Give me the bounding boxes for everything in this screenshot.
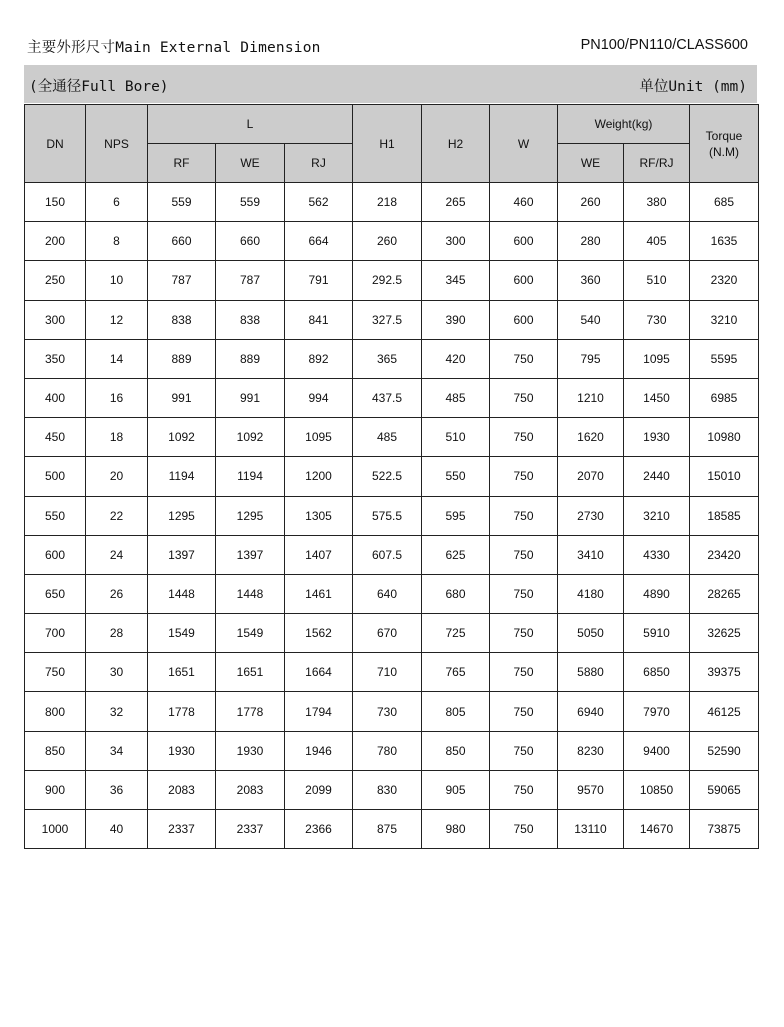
cell-weight-we: 2730	[558, 496, 624, 535]
cell-torque: 52590	[690, 731, 759, 770]
table-row	[25, 183, 759, 222]
cell-torque: 59065	[690, 770, 759, 809]
cell-torque: 10980	[690, 418, 759, 457]
cell-l-we: 1295	[216, 496, 285, 535]
cell-h2: 390	[422, 300, 490, 339]
cell-l-rj: 1562	[285, 614, 353, 653]
cell-l-we: 1448	[216, 574, 285, 613]
cell-h2: 725	[422, 614, 490, 653]
cell-h1: 730	[353, 692, 422, 731]
cell-h2: 625	[422, 535, 490, 574]
cell-h2: 680	[422, 574, 490, 613]
cell-h1: 575.5	[353, 496, 422, 535]
cell-dn: 150	[25, 183, 86, 222]
cell-dn: 1000	[25, 810, 86, 849]
cell-w: 750	[490, 770, 558, 809]
cell-l-rf: 1448	[148, 574, 216, 613]
cell-l-rj: 664	[285, 222, 353, 261]
pressure-class-label: PN100/PN110/CLASS600	[580, 37, 748, 53]
cell-torque: 6985	[690, 378, 759, 417]
cell-l-rj: 1305	[285, 496, 353, 535]
cell-torque: 46125	[690, 692, 759, 731]
cell-l-rf: 1397	[148, 535, 216, 574]
cell-l-rj: 1461	[285, 574, 353, 613]
cell-l-we: 1194	[216, 457, 285, 496]
cell-torque: 3210	[690, 300, 759, 339]
cell-nps: 26	[86, 574, 148, 613]
cell-h1: 437.5	[353, 378, 422, 417]
cell-h2: 265	[422, 183, 490, 222]
cell-dn: 500	[25, 457, 86, 496]
cell-w: 600	[490, 222, 558, 261]
cell-weight-rf-rj: 14670	[624, 810, 690, 849]
cell-weight-rf-rj: 1095	[624, 339, 690, 378]
table-row	[25, 574, 759, 613]
cell-torque: 28265	[690, 574, 759, 613]
cell-h2: 595	[422, 496, 490, 535]
cell-torque: 23420	[690, 535, 759, 574]
cell-l-rf: 1778	[148, 692, 216, 731]
cell-l-rf: 838	[148, 300, 216, 339]
cell-h2: 510	[422, 418, 490, 457]
header-h2: H2	[422, 105, 490, 183]
cell-dn: 850	[25, 731, 86, 770]
header-w: W	[490, 105, 558, 183]
cell-l-rj: 562	[285, 183, 353, 222]
cell-l-we: 991	[216, 378, 285, 417]
cell-dn: 700	[25, 614, 86, 653]
cell-l-rj: 841	[285, 300, 353, 339]
unit-label: 单位Unit (mm)	[639, 79, 747, 95]
cell-weight-we: 6940	[558, 692, 624, 731]
table-row	[25, 810, 759, 849]
cell-w: 750	[490, 535, 558, 574]
header-dn: DN	[25, 105, 86, 183]
cell-l-rf: 889	[148, 339, 216, 378]
table-row	[25, 418, 759, 457]
cell-l-rf: 1651	[148, 653, 216, 692]
cell-l-we: 1549	[216, 614, 285, 653]
cell-h1: 875	[353, 810, 422, 849]
cell-h1: 292.5	[353, 261, 422, 300]
cell-h1: 670	[353, 614, 422, 653]
cell-torque: 32625	[690, 614, 759, 653]
cell-nps: 16	[86, 378, 148, 417]
cell-weight-rf-rj: 510	[624, 261, 690, 300]
table-row	[25, 222, 759, 261]
cell-h2: 550	[422, 457, 490, 496]
table-body	[25, 183, 759, 849]
cell-l-rj: 1794	[285, 692, 353, 731]
cell-l-we: 1930	[216, 731, 285, 770]
cell-l-rj: 1664	[285, 653, 353, 692]
cell-weight-rf-rj: 405	[624, 222, 690, 261]
cell-h2: 485	[422, 378, 490, 417]
cell-torque: 73875	[690, 810, 759, 849]
cell-nps: 8	[86, 222, 148, 261]
cell-h2: 765	[422, 653, 490, 692]
cell-l-we: 1778	[216, 692, 285, 731]
cell-l-rf: 1295	[148, 496, 216, 535]
cell-h1: 485	[353, 418, 422, 457]
cell-w: 600	[490, 261, 558, 300]
cell-h1: 365	[353, 339, 422, 378]
cell-dn: 600	[25, 535, 86, 574]
cell-l-we: 2083	[216, 770, 285, 809]
header-weight-we: WE	[558, 144, 624, 183]
cell-dn: 400	[25, 378, 86, 417]
table-row	[25, 300, 759, 339]
cell-weight-rf-rj: 380	[624, 183, 690, 222]
cell-weight-we: 8230	[558, 731, 624, 770]
cell-w: 750	[490, 418, 558, 457]
cell-w: 460	[490, 183, 558, 222]
dimension-table	[24, 104, 759, 849]
cell-nps: 32	[86, 692, 148, 731]
cell-dn: 250	[25, 261, 86, 300]
cell-weight-rf-rj: 3210	[624, 496, 690, 535]
cell-nps: 18	[86, 418, 148, 457]
cell-torque: 39375	[690, 653, 759, 692]
cell-nps: 40	[86, 810, 148, 849]
cell-h1: 780	[353, 731, 422, 770]
cell-dn: 900	[25, 770, 86, 809]
cell-weight-we: 13110	[558, 810, 624, 849]
cell-weight-rf-rj: 1450	[624, 378, 690, 417]
cell-dn: 800	[25, 692, 86, 731]
cell-nps: 30	[86, 653, 148, 692]
title-row	[24, 36, 758, 58]
header-l-rj: RJ	[285, 144, 353, 183]
cell-h2: 345	[422, 261, 490, 300]
cell-w: 750	[490, 614, 558, 653]
header-weight-rf-rj: RF/RJ	[624, 144, 690, 183]
cell-l-we: 1092	[216, 418, 285, 457]
cell-h1: 218	[353, 183, 422, 222]
header-l: L	[148, 105, 353, 144]
cell-h1: 260	[353, 222, 422, 261]
cell-weight-we: 1620	[558, 418, 624, 457]
cell-dn: 750	[25, 653, 86, 692]
table-row	[25, 692, 759, 731]
cell-torque: 15010	[690, 457, 759, 496]
cell-h1: 640	[353, 574, 422, 613]
cell-weight-we: 4180	[558, 574, 624, 613]
cell-l-rj: 1407	[285, 535, 353, 574]
cell-torque: 1635	[690, 222, 759, 261]
cell-nps: 14	[86, 339, 148, 378]
table-row	[25, 378, 759, 417]
cell-w: 750	[490, 731, 558, 770]
cell-weight-we: 2070	[558, 457, 624, 496]
header-torque-unit: (N.M)	[709, 144, 740, 159]
cell-nps: 28	[86, 614, 148, 653]
cell-nps: 34	[86, 731, 148, 770]
cell-weight-we: 360	[558, 261, 624, 300]
cell-l-rj: 2099	[285, 770, 353, 809]
cell-l-we: 1397	[216, 535, 285, 574]
cell-torque: 18585	[690, 496, 759, 535]
cell-weight-rf-rj: 4330	[624, 535, 690, 574]
cell-l-rj: 892	[285, 339, 353, 378]
cell-h2: 805	[422, 692, 490, 731]
cell-dn: 550	[25, 496, 86, 535]
cell-weight-rf-rj: 730	[624, 300, 690, 339]
table-caption-band	[24, 65, 757, 103]
cell-nps: 6	[86, 183, 148, 222]
cell-l-rf: 2337	[148, 810, 216, 849]
cell-w: 750	[490, 810, 558, 849]
cell-dn: 350	[25, 339, 86, 378]
cell-w: 750	[490, 339, 558, 378]
cell-weight-we: 280	[558, 222, 624, 261]
cell-h2: 905	[422, 770, 490, 809]
cell-w: 600	[490, 300, 558, 339]
table-row	[25, 614, 759, 653]
cell-w: 750	[490, 496, 558, 535]
cell-weight-rf-rj: 1930	[624, 418, 690, 457]
cell-l-rj: 994	[285, 378, 353, 417]
cell-weight-rf-rj: 7970	[624, 692, 690, 731]
cell-w: 750	[490, 574, 558, 613]
cell-l-we: 889	[216, 339, 285, 378]
cell-weight-rf-rj: 2440	[624, 457, 690, 496]
table-row	[25, 770, 759, 809]
cell-l-rf: 2083	[148, 770, 216, 809]
table-header	[25, 105, 759, 183]
page-title: 主要外形尺寸Main External Dimension	[27, 40, 321, 56]
cell-dn: 200	[25, 222, 86, 261]
header-h1: H1	[353, 105, 422, 183]
cell-h2: 980	[422, 810, 490, 849]
cell-weight-we: 540	[558, 300, 624, 339]
cell-h2: 300	[422, 222, 490, 261]
cell-w: 750	[490, 653, 558, 692]
table-row	[25, 457, 759, 496]
cell-weight-we: 5050	[558, 614, 624, 653]
table-row	[25, 535, 759, 574]
cell-h1: 710	[353, 653, 422, 692]
cell-h1: 607.5	[353, 535, 422, 574]
cell-l-we: 838	[216, 300, 285, 339]
cell-l-rj: 2366	[285, 810, 353, 849]
cell-l-we: 2337	[216, 810, 285, 849]
cell-l-we: 1651	[216, 653, 285, 692]
cell-torque: 5595	[690, 339, 759, 378]
header-l-we: WE	[216, 144, 285, 183]
cell-l-we: 787	[216, 261, 285, 300]
table-row	[25, 731, 759, 770]
cell-w: 750	[490, 692, 558, 731]
cell-l-rj: 1095	[285, 418, 353, 457]
header-nps: NPS	[86, 105, 148, 183]
cell-weight-we: 5880	[558, 653, 624, 692]
cell-h1: 830	[353, 770, 422, 809]
header-torque-label: Torque	[705, 128, 743, 143]
cell-l-we: 559	[216, 183, 285, 222]
header-weight: Weight(kg)	[558, 105, 690, 144]
cell-l-rf: 660	[148, 222, 216, 261]
cell-l-we: 660	[216, 222, 285, 261]
cell-l-rj: 1946	[285, 731, 353, 770]
cell-h1: 522.5	[353, 457, 422, 496]
cell-weight-rf-rj: 5910	[624, 614, 690, 653]
cell-nps: 22	[86, 496, 148, 535]
cell-l-rj: 791	[285, 261, 353, 300]
bore-type-label: (全通径Full Bore)	[29, 79, 169, 95]
cell-dn: 450	[25, 418, 86, 457]
cell-weight-we: 9570	[558, 770, 624, 809]
table-row	[25, 261, 759, 300]
cell-weight-we: 1210	[558, 378, 624, 417]
cell-weight-rf-rj: 6850	[624, 653, 690, 692]
cell-l-rf: 1930	[148, 731, 216, 770]
header-torque	[690, 105, 759, 183]
cell-l-rf: 991	[148, 378, 216, 417]
cell-weight-we: 3410	[558, 535, 624, 574]
cell-h2: 420	[422, 339, 490, 378]
cell-torque: 685	[690, 183, 759, 222]
cell-weight-rf-rj: 4890	[624, 574, 690, 613]
cell-nps: 10	[86, 261, 148, 300]
cell-nps: 24	[86, 535, 148, 574]
cell-weight-we: 795	[558, 339, 624, 378]
table-row	[25, 339, 759, 378]
header-l-rf: RF	[148, 144, 216, 183]
cell-torque: 2320	[690, 261, 759, 300]
cell-weight-rf-rj: 9400	[624, 731, 690, 770]
cell-nps: 20	[86, 457, 148, 496]
cell-l-rf: 559	[148, 183, 216, 222]
cell-nps: 36	[86, 770, 148, 809]
cell-h2: 850	[422, 731, 490, 770]
cell-l-rj: 1200	[285, 457, 353, 496]
table-row	[25, 653, 759, 692]
cell-l-rf: 1194	[148, 457, 216, 496]
cell-l-rf: 1549	[148, 614, 216, 653]
cell-weight-we: 260	[558, 183, 624, 222]
cell-nps: 12	[86, 300, 148, 339]
cell-l-rf: 787	[148, 261, 216, 300]
table-row	[25, 496, 759, 535]
cell-w: 750	[490, 457, 558, 496]
cell-w: 750	[490, 378, 558, 417]
cell-weight-rf-rj: 10850	[624, 770, 690, 809]
cell-dn: 650	[25, 574, 86, 613]
cell-l-rf: 1092	[148, 418, 216, 457]
cell-h1: 327.5	[353, 300, 422, 339]
cell-dn: 300	[25, 300, 86, 339]
